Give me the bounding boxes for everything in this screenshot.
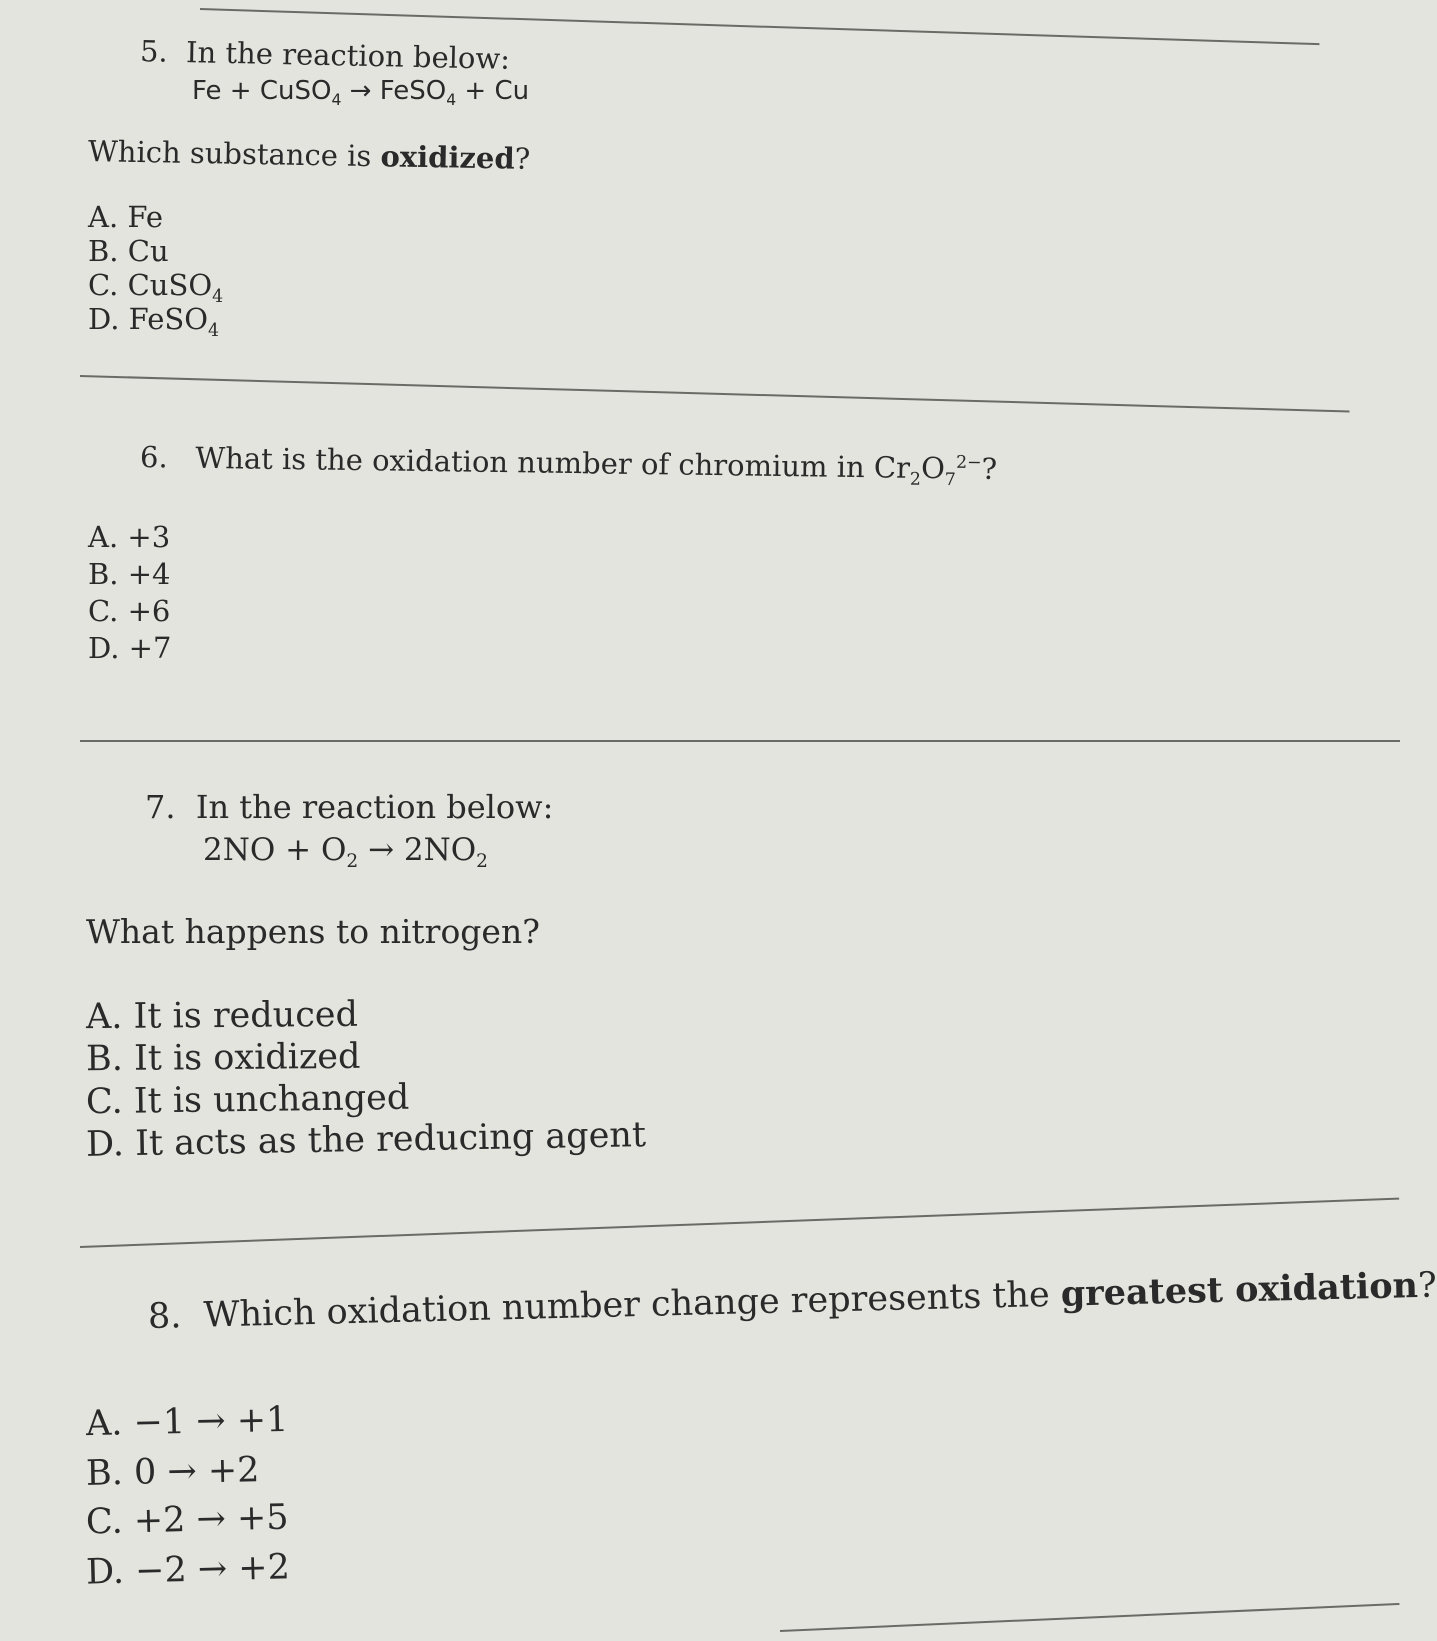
option-d[interactable]: D. FeSO$_4$: [88, 302, 220, 341]
option-a[interactable]: A. Fe: [88, 200, 164, 234]
option-c[interactable]: C. +6: [88, 594, 171, 628]
option-a[interactable]: A. −1 → +1: [85, 1399, 289, 1445]
equation: $2NO + O_2 \to 2NO_2$: [203, 832, 489, 873]
option-b[interactable]: B. It is oxidized: [85, 1036, 361, 1080]
question-prompt: Which oxidation number change represents the greatest oxidation?: [203, 1264, 1437, 1336]
question-text: What happens to nitrogen?: [86, 912, 540, 951]
question-text: Which substance is oxidized?: [87, 134, 531, 176]
divider: [780, 1603, 1399, 1632]
question-number: 8.: [147, 1296, 182, 1337]
option-d[interactable]: D. −2 → +2: [85, 1547, 291, 1593]
option-b[interactable]: B. Cu: [88, 234, 169, 268]
divider: [80, 740, 1400, 742]
option-c[interactable]: C. +2 → +5: [85, 1497, 290, 1543]
divider: [80, 375, 1350, 412]
question-prompt: In the reaction below:: [195, 788, 554, 826]
equation: Fe + CuSO$_4$ → FeSO$_4$ + Cu: [192, 76, 530, 110]
option-d[interactable]: D. +7: [88, 631, 172, 665]
divider: [80, 1198, 1399, 1248]
question-number: 7.: [145, 788, 176, 826]
option-c[interactable]: C. It is unchanged: [85, 1077, 410, 1123]
option-c[interactable]: C. CuSO$_4$: [88, 268, 224, 307]
question-prompt: In the reaction below:: [185, 35, 511, 76]
question-number: 6.: [139, 440, 168, 475]
option-a[interactable]: A. It is reduced: [85, 994, 359, 1038]
question-number: 5.: [139, 34, 169, 69]
option-b[interactable]: B. 0 → +2: [85, 1450, 260, 1494]
option-b[interactable]: B. +4: [88, 557, 171, 591]
option-a[interactable]: A. +3: [88, 520, 171, 554]
question-prompt: What is the oxidation number of chromium in $Cr_2O_7^{2-}$?: [195, 440, 998, 491]
option-d[interactable]: D. It acts as the reducing agent: [85, 1115, 647, 1165]
